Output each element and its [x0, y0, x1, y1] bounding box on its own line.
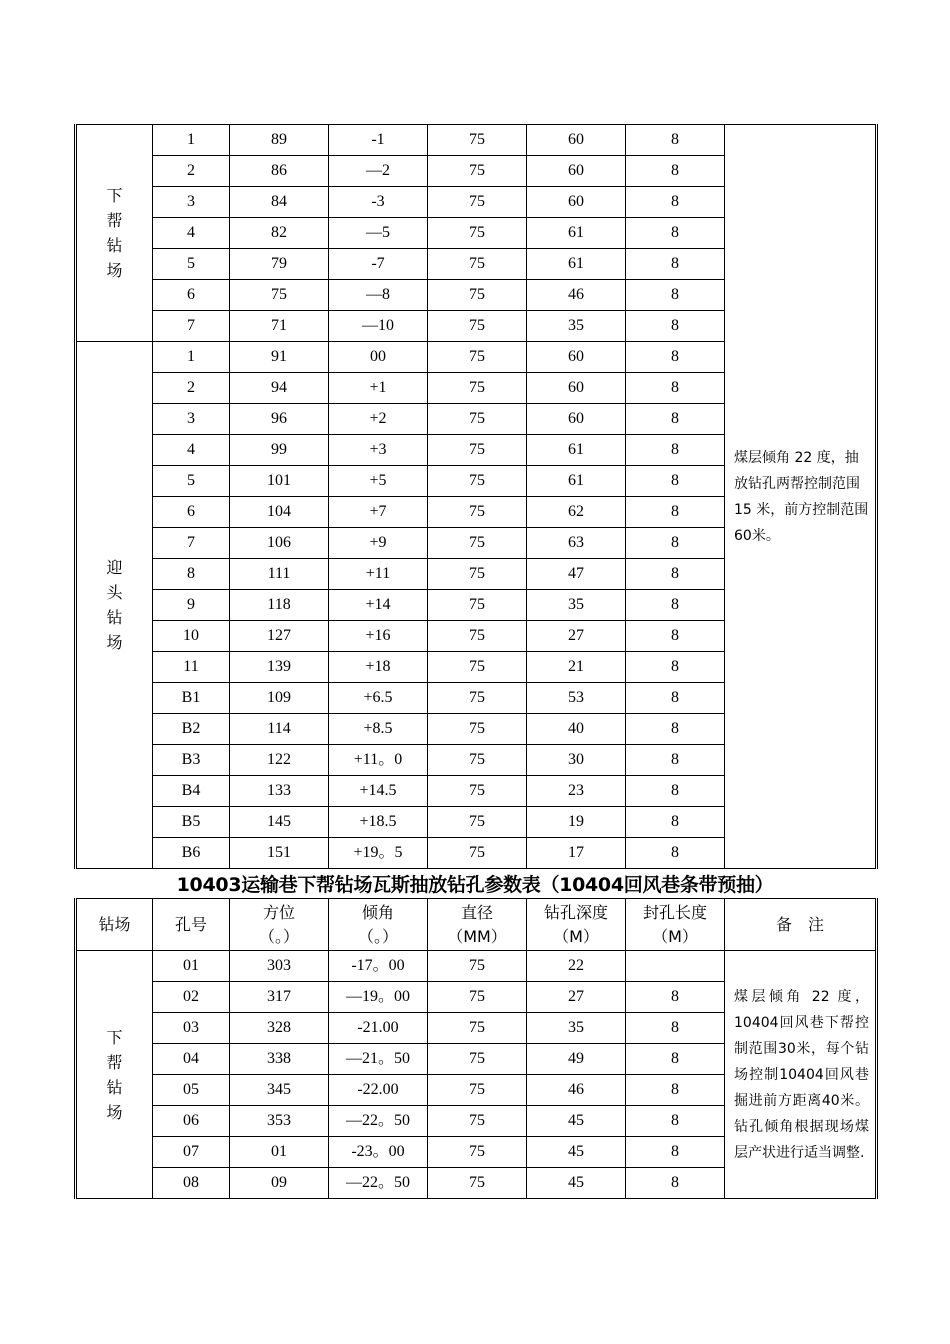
- table-cell: 8: [626, 982, 725, 1013]
- table-cell: 8: [626, 342, 725, 373]
- column-header-unit: （M）: [553, 926, 599, 946]
- table-cell: 8: [626, 311, 725, 342]
- column-header-unit: （。）: [357, 926, 398, 946]
- table-cell: —21。50: [329, 1044, 428, 1075]
- table-cell: +3: [329, 435, 428, 466]
- table-cell: 46: [527, 280, 626, 311]
- table-cell: 61: [527, 249, 626, 280]
- column-header-text: 孔号: [174, 914, 207, 934]
- table-cell: 75: [428, 528, 527, 559]
- table-cell: 8: [626, 714, 725, 745]
- table-cell: 61: [527, 218, 626, 249]
- table-cell: 60: [527, 342, 626, 373]
- table-cell: 4: [153, 218, 230, 249]
- table-cell: 60: [527, 404, 626, 435]
- table-cell: +8.5: [329, 714, 428, 745]
- drill-params-table-2: [74, 898, 878, 1199]
- table-cell: 145: [230, 807, 329, 838]
- table-cell: 75: [428, 1075, 527, 1106]
- table-cell: 49: [527, 1044, 626, 1075]
- table-cell: —8: [329, 280, 428, 311]
- table-cell: 75: [428, 621, 527, 652]
- group-label: 迎头钻场: [106, 558, 123, 652]
- table-cell: B6: [153, 838, 230, 869]
- table-cell: 75: [428, 125, 527, 156]
- column-header-unit: （。）: [258, 926, 299, 946]
- header-row: [76, 899, 877, 951]
- column-header-unit: （M）: [652, 926, 698, 946]
- table-cell: 6: [153, 497, 230, 528]
- table-cell: 8: [626, 466, 725, 497]
- table-cell: 75: [230, 280, 329, 311]
- table-cell: 05: [153, 1075, 230, 1106]
- table-cell: 75: [428, 497, 527, 528]
- table-2-title: 10403运输巷下帮钻场瓦斯抽放钻孔参数表（10404回风巷条带预抽）: [176, 874, 774, 896]
- table-cell: +14: [329, 590, 428, 621]
- table-cell: +11。0: [329, 745, 428, 776]
- table-cell: 53: [527, 683, 626, 714]
- table-cell: 2: [153, 373, 230, 404]
- table-cell: 75: [428, 1106, 527, 1137]
- table-cell: 75: [428, 1137, 527, 1168]
- table-cell: 3: [153, 187, 230, 218]
- table-cell: 114: [230, 714, 329, 745]
- table-cell: 82: [230, 218, 329, 249]
- table-cell: +11: [329, 559, 428, 590]
- table-cell: 75: [428, 590, 527, 621]
- table-cell: -3: [329, 187, 428, 218]
- table-cell: 127: [230, 621, 329, 652]
- table-cell: 7: [153, 311, 230, 342]
- table-cell: 122: [230, 745, 329, 776]
- table-cell: —22。50: [329, 1106, 428, 1137]
- table-cell: 60: [527, 187, 626, 218]
- drill-params-table-1: [74, 124, 878, 869]
- table-cell: 60: [527, 156, 626, 187]
- table-cell: 04: [153, 1044, 230, 1075]
- table-cell: 109: [230, 683, 329, 714]
- table-cell: 7: [153, 528, 230, 559]
- table-cell: 75: [428, 156, 527, 187]
- column-header-text: 方位: [262, 902, 295, 922]
- table-cell: 21: [527, 652, 626, 683]
- table-cell: B1: [153, 683, 230, 714]
- table-cell: 8: [626, 156, 725, 187]
- remarks-cell: 煤层倾角 22 度，抽放钻孔两帮控制范围 15 米，前方控制范围60米。: [725, 125, 877, 869]
- table-cell: 106: [230, 528, 329, 559]
- table-cell: 8: [626, 745, 725, 776]
- table-cell: —19。00: [329, 982, 428, 1013]
- table-cell: 11: [153, 652, 230, 683]
- table-cell: 63: [527, 528, 626, 559]
- table-cell: 75: [428, 838, 527, 869]
- table-cell: -1: [329, 125, 428, 156]
- table-cell: 8: [626, 683, 725, 714]
- table-cell: B5: [153, 807, 230, 838]
- table-cell: 07: [153, 1137, 230, 1168]
- table-cell: 3: [153, 404, 230, 435]
- table-cell: B3: [153, 745, 230, 776]
- table-cell: 8: [626, 373, 725, 404]
- table-cell: +7: [329, 497, 428, 528]
- table-cell: 8: [626, 838, 725, 869]
- group-label-cell: [76, 342, 153, 869]
- column-header: [230, 899, 329, 951]
- column-header-text: 备 注: [775, 914, 824, 934]
- table-cell: 5: [153, 249, 230, 280]
- column-header: [153, 899, 230, 951]
- table-cell: 303: [230, 951, 329, 982]
- column-header-text: 倾角: [361, 902, 394, 922]
- group-label: 下帮钻场: [106, 186, 123, 280]
- table-cell: 75: [428, 1044, 527, 1075]
- table-cell: 61: [527, 466, 626, 497]
- table-cell: +2: [329, 404, 428, 435]
- table-cell: 75: [428, 342, 527, 373]
- table-cell: 75: [428, 776, 527, 807]
- table-cell: 84: [230, 187, 329, 218]
- table-cell: B4: [153, 776, 230, 807]
- table-cell: 8: [626, 652, 725, 683]
- table-cell: 75: [428, 1013, 527, 1044]
- table-cell: 8: [626, 497, 725, 528]
- table-cell: 27: [527, 621, 626, 652]
- table-cell: 75: [428, 373, 527, 404]
- table-cell: 17: [527, 838, 626, 869]
- table-cell: 353: [230, 1106, 329, 1137]
- column-header-text: 封孔长度: [642, 902, 707, 922]
- table-cell: 4: [153, 435, 230, 466]
- column-header-text: 钻孔深度: [543, 902, 608, 922]
- table-cell: 03: [153, 1013, 230, 1044]
- table-cell: +1: [329, 373, 428, 404]
- table-cell: 8: [626, 1168, 725, 1199]
- table-row: [76, 125, 877, 156]
- table-cell: 139: [230, 652, 329, 683]
- table-cell: 338: [230, 1044, 329, 1075]
- table-cell: 8: [626, 559, 725, 590]
- table-cell: —2: [329, 156, 428, 187]
- table-cell: 8: [626, 125, 725, 156]
- table-cell: 75: [428, 982, 527, 1013]
- column-header: [76, 899, 153, 951]
- table-cell: 75: [428, 652, 527, 683]
- table-cell: 62: [527, 497, 626, 528]
- table-cell: 99: [230, 435, 329, 466]
- table-cell: 8: [626, 1075, 725, 1106]
- table-cell: 06: [153, 1106, 230, 1137]
- table-cell: 35: [527, 311, 626, 342]
- table-cell: +14.5: [329, 776, 428, 807]
- table-cell: 75: [428, 807, 527, 838]
- table-cell: 00: [329, 342, 428, 373]
- table-cell: 8: [626, 1044, 725, 1075]
- table-cell: 75: [428, 714, 527, 745]
- table-cell: —10: [329, 311, 428, 342]
- table-cell: 75: [428, 404, 527, 435]
- table-cell: 75: [428, 280, 527, 311]
- table-cell: 6: [153, 280, 230, 311]
- table-cell: 23: [527, 776, 626, 807]
- column-header: [725, 899, 877, 951]
- table-cell: 45: [527, 1106, 626, 1137]
- table-cell: 01: [153, 951, 230, 982]
- table-cell: 60: [527, 373, 626, 404]
- table-cell: 75: [428, 249, 527, 280]
- column-header: [428, 899, 527, 951]
- table-cell: 345: [230, 1075, 329, 1106]
- table-cell: 8: [626, 1106, 725, 1137]
- table-cell: 101: [230, 466, 329, 497]
- table-cell: 151: [230, 838, 329, 869]
- table-cell: +9: [329, 528, 428, 559]
- table-cell: 8: [626, 1013, 725, 1044]
- table-cell: 27: [527, 982, 626, 1013]
- table-cell: 8: [626, 435, 725, 466]
- column-header: [329, 899, 428, 951]
- table-cell: 08: [153, 1168, 230, 1199]
- table-cell: 47: [527, 559, 626, 590]
- table-cell: 46: [527, 1075, 626, 1106]
- table-cell: 45: [527, 1137, 626, 1168]
- table-cell: 75: [428, 311, 527, 342]
- table-cell: 8: [626, 590, 725, 621]
- column-header-unit: （MM）: [447, 926, 507, 946]
- table-cell: 45: [527, 1168, 626, 1199]
- table-cell: +19。5: [329, 838, 428, 869]
- table-cell: 8: [626, 528, 725, 559]
- table-cell: -22.00: [329, 1075, 428, 1106]
- table-cell: 71: [230, 311, 329, 342]
- table-cell: 8: [626, 404, 725, 435]
- table-cell: 35: [527, 1013, 626, 1044]
- table-cell: -21.00: [329, 1013, 428, 1044]
- table-cell: 75: [428, 683, 527, 714]
- table-cell: 1: [153, 125, 230, 156]
- table-cell: +6.5: [329, 683, 428, 714]
- table-cell: 8: [626, 187, 725, 218]
- table-cell: 35: [527, 590, 626, 621]
- table-cell: +16: [329, 621, 428, 652]
- table-cell: 328: [230, 1013, 329, 1044]
- table-cell: 09: [230, 1168, 329, 1199]
- table-cell: 22: [527, 951, 626, 982]
- table-cell: 75: [428, 435, 527, 466]
- table-cell: 75: [428, 466, 527, 497]
- table-cell: 94: [230, 373, 329, 404]
- table-cell: 133: [230, 776, 329, 807]
- table-cell: -23。00: [329, 1137, 428, 1168]
- table-cell: +18: [329, 652, 428, 683]
- table-cell: 317: [230, 982, 329, 1013]
- table-cell: [626, 951, 725, 982]
- table-cell: 75: [428, 745, 527, 776]
- table-cell: 8: [626, 1137, 725, 1168]
- table-cell: 8: [626, 807, 725, 838]
- table-cell: B2: [153, 714, 230, 745]
- table-cell: 8: [626, 621, 725, 652]
- table-cell: 75: [428, 559, 527, 590]
- table-cell: 1: [153, 342, 230, 373]
- table-cell: 118: [230, 590, 329, 621]
- table-row: [76, 951, 877, 982]
- table-cell: 86: [230, 156, 329, 187]
- table-cell: 104: [230, 497, 329, 528]
- table-cell: -7: [329, 249, 428, 280]
- table-cell: 8: [153, 559, 230, 590]
- column-header-text: 钻场: [98, 914, 131, 934]
- table-cell: —5: [329, 218, 428, 249]
- table-cell: 02: [153, 982, 230, 1013]
- table-cell: -17。00: [329, 951, 428, 982]
- table-cell: 40: [527, 714, 626, 745]
- table-cell: 8: [626, 776, 725, 807]
- column-header: [626, 899, 725, 951]
- table-cell: +5: [329, 466, 428, 497]
- table-cell: 79: [230, 249, 329, 280]
- table-cell: +18.5: [329, 807, 428, 838]
- table-cell: 8: [626, 218, 725, 249]
- table-cell: 5: [153, 466, 230, 497]
- table-cell: 60: [527, 125, 626, 156]
- table-cell: 30: [527, 745, 626, 776]
- remarks-cell: 煤层倾角 22 度，10404回风巷下帮控制范围30米，每个钻场控制10404回风巷掘进前方距离40米。钻孔倾角根据现场煤层产状进行适当调整.: [725, 951, 877, 1199]
- table-cell: 75: [428, 218, 527, 249]
- table-cell: 96: [230, 404, 329, 435]
- table-cell: 9: [153, 590, 230, 621]
- table-cell: —22。50: [329, 1168, 428, 1199]
- table-cell: 91: [230, 342, 329, 373]
- table-cell: 2: [153, 156, 230, 187]
- table-cell: 89: [230, 125, 329, 156]
- table-cell: 75: [428, 951, 527, 982]
- table-cell: 8: [626, 249, 725, 280]
- table-cell: 75: [428, 1168, 527, 1199]
- group-label-cell: [76, 125, 153, 342]
- table-cell: 75: [428, 187, 527, 218]
- group-label: 下帮钻场: [106, 1027, 123, 1122]
- table-cell: 61: [527, 435, 626, 466]
- table-cell: 111: [230, 559, 329, 590]
- table-cell: 10: [153, 621, 230, 652]
- table-cell: 01: [230, 1137, 329, 1168]
- column-header-text: 直径: [460, 902, 493, 922]
- table-cell: 19: [527, 807, 626, 838]
- table-cell: 8: [626, 280, 725, 311]
- column-header: [527, 899, 626, 951]
- group-label-cell: [76, 951, 153, 1199]
